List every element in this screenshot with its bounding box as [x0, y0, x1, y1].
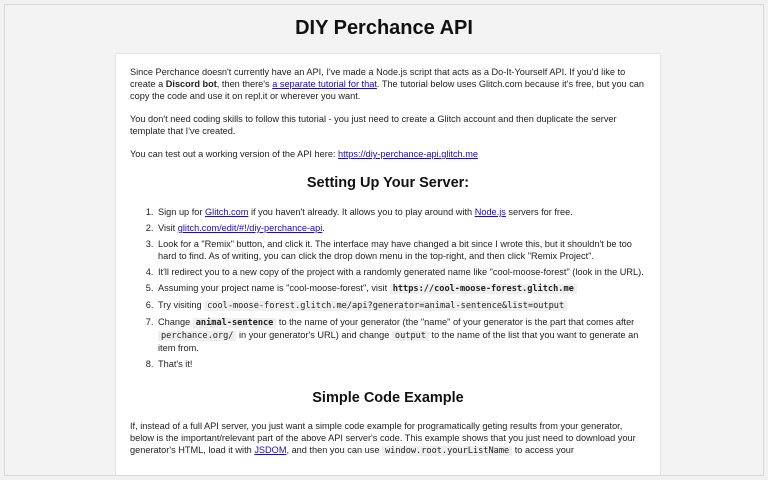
list-name-code: output [392, 331, 429, 341]
intro-text: , then there's [216, 79, 273, 89]
step-text: Try visiting [158, 300, 205, 310]
glitch-project-link[interactable]: glitch.com/edit/#!/diy-perchance-api [177, 223, 323, 233]
setup-step-3: 3. Look for a "Remix" button, and click it. The interface may have changed a bit since I wrote this, but it shouldn't be too hard to find. As of writing, you can click the drop down menu in the top-right, and then click "Remix Project". [156, 238, 646, 262]
root-list-code: window.root.yourListName [382, 446, 512, 456]
nodejs-link[interactable]: Node.js [474, 207, 506, 217]
setup-step-2 [156, 222, 646, 234]
step-text: Visit [158, 223, 178, 233]
step-text: Change [158, 317, 193, 327]
intro-text: You can test out a working version of the API here: [130, 149, 339, 159]
article-body [116, 54, 660, 457]
setup-step-4: 4. It'll redirect you to a new copy of the project with a randomly generated name like "cool-moose-forest" (look in the URL). [156, 266, 646, 278]
step-text: to the name of the list that you want to generate an item from. [158, 330, 639, 353]
discord-tutorial-link[interactable]: a separate tutorial for that [272, 79, 377, 89]
intro-text: . The tutorial below uses Glitch.com because it's free, but you can copy the code and use it on repl.it or wherever you want. [130, 79, 645, 101]
example-text: If, instead of a full API server, you just want a simple code example for programatically geting results from your generator, below is the important/relevant part of the above API server's code. This example shows that you just need to download your generator's HTML, load it with [130, 421, 636, 455]
intro-text: Since Perchance doesn't currently have an API, I've made a Node.js script that acts as a Do-It-Yourself API. If you'd like to create a [130, 67, 626, 89]
project-url-code: https://cool-moose-forest.glitch.me [390, 284, 577, 294]
setup-steps-list [130, 206, 646, 370]
step-text: in your generator's URL) and change [236, 330, 392, 340]
step-text: to the name of your generator (the "name" of your generator is the part that comes after [276, 317, 635, 327]
example-text: , and then you can use [286, 445, 382, 455]
content-card [115, 53, 661, 476]
step-text: Assuming your project name is "cool-moose-forest", visit [158, 283, 390, 293]
setup-heading: Setting Up Your Server: [306, 175, 470, 191]
setup-step-1 [156, 206, 646, 218]
setup-step-7 [156, 316, 646, 354]
setup-step-8: 8. That's it! [156, 358, 646, 370]
intro-paragraph-3 [130, 148, 646, 160]
code-example-paragraph [130, 420, 646, 457]
code-example-heading: Simple Code Example [312, 390, 464, 406]
page-frame [4, 4, 764, 476]
demo-api-link[interactable]: https://diy-perchance-api.glitch.me [338, 149, 478, 159]
intro-paragraph-1 [130, 66, 646, 102]
setup-step-5 [156, 282, 646, 295]
setup-step-6 [156, 299, 646, 312]
step-text: Sign up for [158, 207, 205, 217]
page-title: DIY Perchance API [295, 17, 473, 39]
generator-name-code: animal-sentence [193, 318, 277, 328]
example-text: to access your [512, 445, 574, 455]
step-text: if you haven't already. It allows you to play around with [248, 207, 475, 217]
discord-bot-emphasis: Discord bot [165, 79, 217, 89]
api-url-code: cool-moose-forest.glitch.me/api?generator=animal-sentence&list=output [204, 301, 567, 311]
intro-paragraph-2: You don't need coding skills to follow this tutorial - you just need to create a Glitch account and then duplicate the server template that I've created. [130, 114, 617, 136]
step-text: servers for free. [505, 207, 573, 217]
glitch-link[interactable]: Glitch.com [205, 207, 249, 217]
jsdom-link[interactable]: JSDOM [254, 445, 287, 455]
perchance-path-code: perchance.org/ [158, 331, 236, 341]
step-text: . [322, 223, 325, 233]
